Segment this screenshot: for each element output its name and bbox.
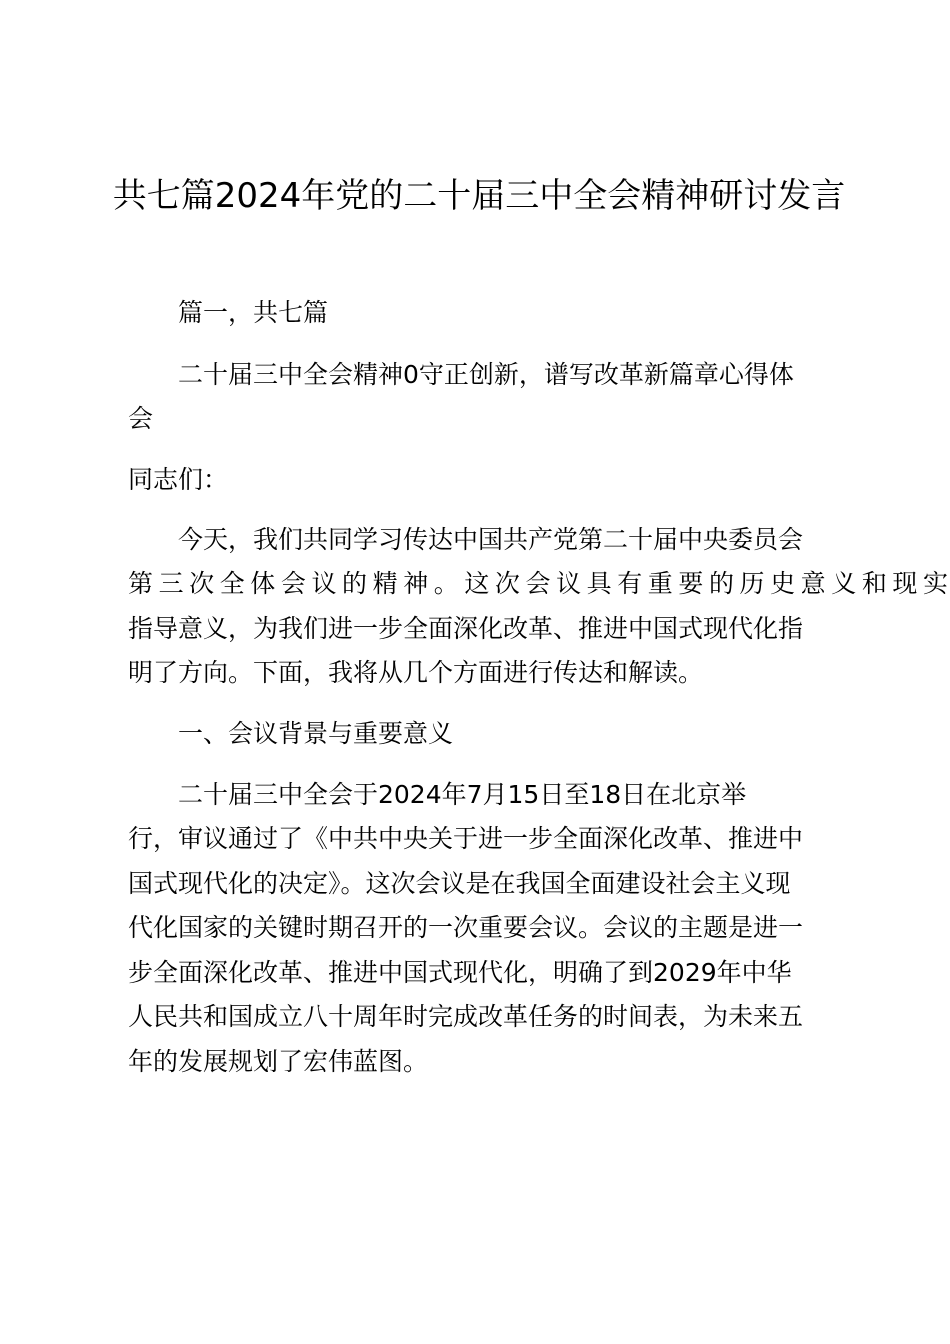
section-heading: 篇一，共七篇 xyxy=(178,298,329,327)
paragraph-line: 行，审议通过了《中共中央关于进一步全面深化改革、推进中 xyxy=(128,824,804,853)
document-title: 共七篇2024年党的二十届三中全会精神研讨发言 xyxy=(112,176,846,216)
subtitle-line: 二十届三中全会精神0守正创新，谱写改革新篇章心得体 xyxy=(178,360,794,389)
section-heading: 一、会议背景与重要意义 xyxy=(178,719,454,748)
paragraph-line: 明了方向。下面，我将从几个方面进行传达和解读。 xyxy=(128,658,704,687)
paragraph-line: 代化国家的关键时期召开的一次重要会议。会议的主题是进一 xyxy=(128,913,804,942)
paragraph-line: 步全面深化改革、推进中国式现代化，明确了到2029年中华 xyxy=(128,958,792,987)
paragraph-line: 指导意义，为我们进一步全面深化改革、推进中国式现代化指 xyxy=(128,614,804,643)
subtitle-line: 会 xyxy=(128,404,154,433)
paragraph-line: 年的发展规划了宏伟蓝图。 xyxy=(128,1047,429,1076)
paragraph-line: 第三次全体会议的精神。这次会议具有重要的历史意义和现实 xyxy=(128,569,950,598)
paragraph-line: 二十届三中全会于2024年7月15日至18日在北京举 xyxy=(178,780,747,809)
paragraph-line: 今天，我们共同学习传达中国共产党第二十届中央委员会 xyxy=(178,525,804,554)
paragraph-line: 国式现代化的决定》。这次会议是在我国全面建设社会主义现 xyxy=(128,869,791,898)
salutation: 同志们： xyxy=(128,465,229,494)
paragraph-line: 人民共和国成立八十周年时完成改革任务的时间表，为未来五 xyxy=(128,1002,804,1031)
